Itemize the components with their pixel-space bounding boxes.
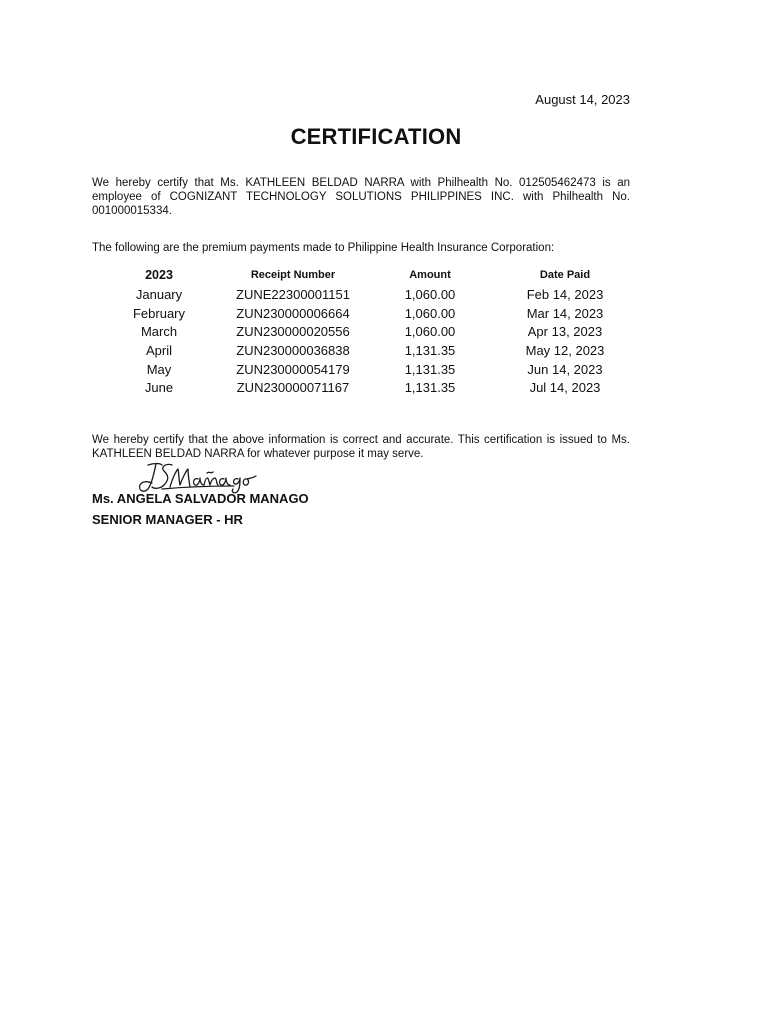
header-date-paid: Date Paid — [539, 269, 591, 281]
month-cell: June — [144, 380, 174, 396]
header-receipt-number: Receipt Number — [250, 269, 336, 281]
document-date: August 14, 2023 — [535, 92, 630, 107]
date-paid-cell: Feb 14, 2023 — [526, 286, 604, 302]
amount-cell: 1,060.00 — [404, 305, 456, 321]
amount-cell: 1,131.35 — [404, 380, 456, 396]
month-cell: April — [145, 342, 172, 358]
signatory-position: SENIOR MANAGER - HR — [92, 512, 243, 527]
amount-cell: 1,131.35 — [404, 361, 456, 377]
receipt-number-cell: ZUN230000020556 — [236, 324, 350, 340]
premium-payments-table — [114, 265, 652, 397]
date-paid-cell: Jun 14, 2023 — [527, 361, 603, 377]
closing-paragraph: We hereby certify that the above information is correct and accurate. This certification is issued to Ms. KATHLEEN BELDAD NARRA for whatever purpose it may serve. — [92, 434, 630, 460]
date-paid-cell: Apr 13, 2023 — [527, 324, 603, 340]
date-paid-cell: Jul 14, 2023 — [529, 380, 601, 396]
certification-intro-paragraph: We hereby certify that Ms. KATHLEEN BELDAD NARRA with Philhealth No. 012505462473 is an employee of COGNIZANT TECHNOLOGY SOLUTIONS PHILIPPINES INC. with Philhealth No. 001000015334. — [92, 177, 630, 217]
receipt-number-cell: ZUN230000054179 — [236, 361, 350, 377]
date-paid-cell: Mar 14, 2023 — [526, 305, 604, 321]
receipt-number-cell: ZUN230000006664 — [236, 305, 350, 321]
amount-cell: 1,060.00 — [404, 324, 456, 340]
receipt-number-cell: ZUN230000071167 — [236, 380, 350, 396]
date-paid-cell: May 12, 2023 — [525, 342, 605, 358]
signatory-name: Ms. ANGELA SALVADOR MANAGO — [92, 491, 309, 506]
table-row — [114, 322, 652, 341]
month-cell: February — [132, 305, 186, 321]
table-row — [114, 285, 652, 304]
table-row — [114, 341, 652, 360]
month-cell: January — [135, 286, 183, 302]
document-title: CERTIFICATION — [290, 124, 462, 149]
header-amount: Amount — [409, 269, 451, 281]
amount-cell: 1,060.00 — [404, 286, 456, 302]
receipt-number-cell: ZUNE22300001151 — [236, 286, 350, 302]
table-row — [114, 304, 652, 323]
payments-intro-paragraph: The following are the premium payments made to Philippine Health Insurance Corporation: — [92, 242, 555, 254]
header-year: 2023 — [145, 268, 173, 282]
receipt-number-cell: ZUN230000036838 — [236, 342, 350, 358]
table-header-row — [114, 265, 652, 285]
amount-cell: 1,131.35 — [404, 342, 456, 358]
table-row — [114, 360, 652, 379]
month-cell: March — [140, 324, 178, 340]
handwritten-signature — [134, 459, 258, 495]
table-row — [114, 378, 652, 397]
month-cell: May — [146, 361, 172, 377]
